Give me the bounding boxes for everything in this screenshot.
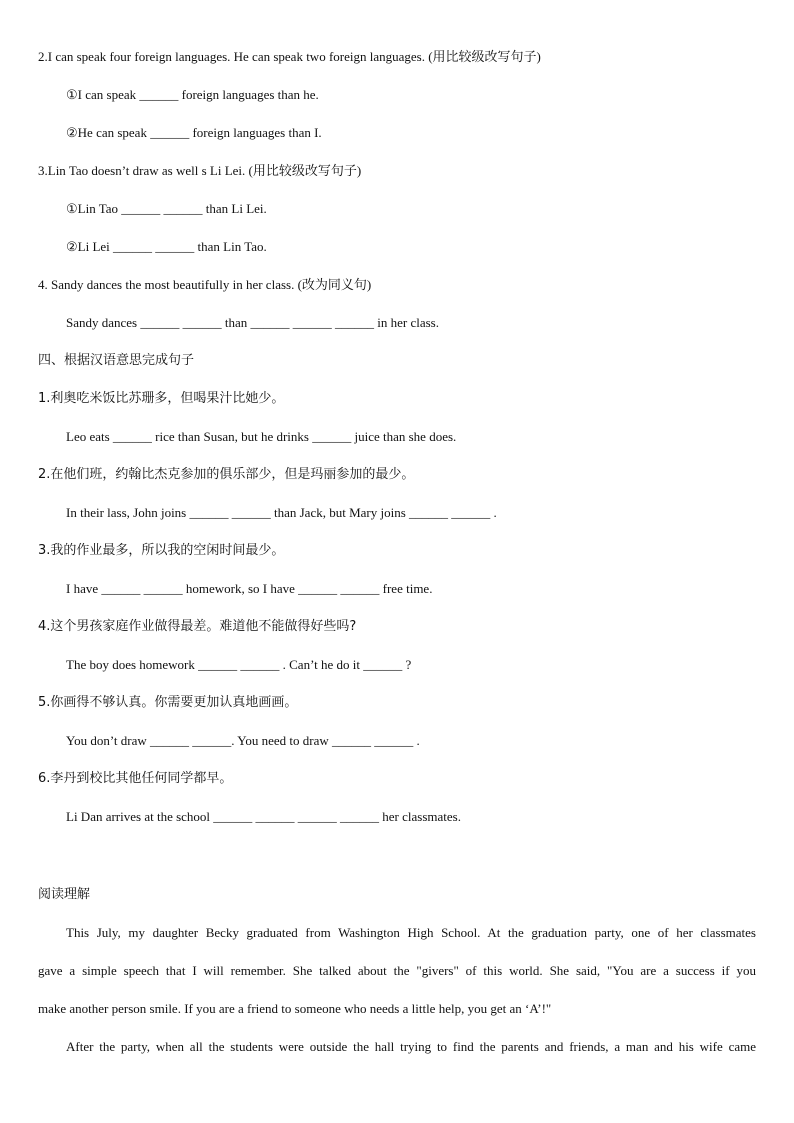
question-2-stem: 2.I can speak four foreign languages. He can speak two foreign languages. (用比较级改写句子) xyxy=(38,49,541,64)
section-4-item-3-english: I have ______ ______ homework, so I have ______ ______ free time. xyxy=(66,581,433,596)
question-2-line-b: ②He can speak ______ foreign languages than I. xyxy=(66,125,322,140)
question-2-line-a: ①I can speak ______ foreign languages than he. xyxy=(66,87,319,102)
reading-line-1: This July, my daughter Becky graduated from Washington High School. At the graduation party, one of her classmates xyxy=(66,925,756,940)
section-4-item-1-chinese: 1.利奥吃米饭比苏珊多，但喝果汁比她少。 xyxy=(38,391,285,406)
section-4-item-2-chinese: 2.在他们班，约翰比杰克参加的俱乐部少，但是玛丽参加的最少。 xyxy=(38,467,415,482)
section-4-item-5-english: You don’t draw ______ ______. You need to draw ______ ______ . xyxy=(66,733,420,748)
reading-line-3: make another person smile. If you are a friend to someone who needs a little help, you get an ‘A’!" xyxy=(38,1001,552,1016)
section-4-item-2-english: In their lass, John joins ______ ______ than Jack, but Mary joins ______ ______ . xyxy=(66,505,497,520)
section-4-item-3-chinese: 3.我的作业最多，所以我的空闲时间最少。 xyxy=(38,543,285,558)
section-4-item-6-chinese: 6.李丹到校比其他任何同学都早。 xyxy=(38,771,233,786)
section-4-item-1-english: Leo eats ______ rice than Susan, but he drinks ______ juice than she does. xyxy=(66,429,457,444)
question-3-line-a: ①Lin Tao ______ ______ than Li Lei. xyxy=(66,201,267,216)
section-4-item-6-english: Li Dan arrives at the school ______ ______ ______ ______ her classmates. xyxy=(66,809,461,824)
question-4-line-a: Sandy dances ______ ______ than ______ ______ ______ in her class. xyxy=(66,315,439,330)
reading-line-2: gave a simple speech that I will remember. She talked about the "givers" of this world. She said, "You are a success if you xyxy=(38,963,756,978)
question-4-stem: 4. Sandy dances the most beautifully in her class. (改为同义句) xyxy=(38,277,372,292)
section-4-item-4-english: The boy does homework ______ ______ . Can’t he do it ______ ? xyxy=(66,657,412,672)
section-4-item-5-chinese: 5.你画得不够认真。你需要更加认真地画画。 xyxy=(38,695,298,710)
section-4-item-4-chinese: 4.这个男孩家庭作业做得最差。难道他不能做得好些吗? xyxy=(38,619,357,634)
reading-line-4: After the party, when all the students were outside the hall trying to find the parents and friends, a man and his wife came xyxy=(66,1039,756,1054)
reading-heading: 阅读理解 xyxy=(38,887,91,902)
question-3-line-b: ②Li Lei ______ ______ than Lin Tao. xyxy=(66,239,267,254)
question-3-stem: 3.Lin Tao doesn’t draw as well s Li Lei. (用比较级改写句子) xyxy=(38,163,362,178)
section-4-heading: 四、根据汉语意思完成句子 xyxy=(38,353,195,368)
